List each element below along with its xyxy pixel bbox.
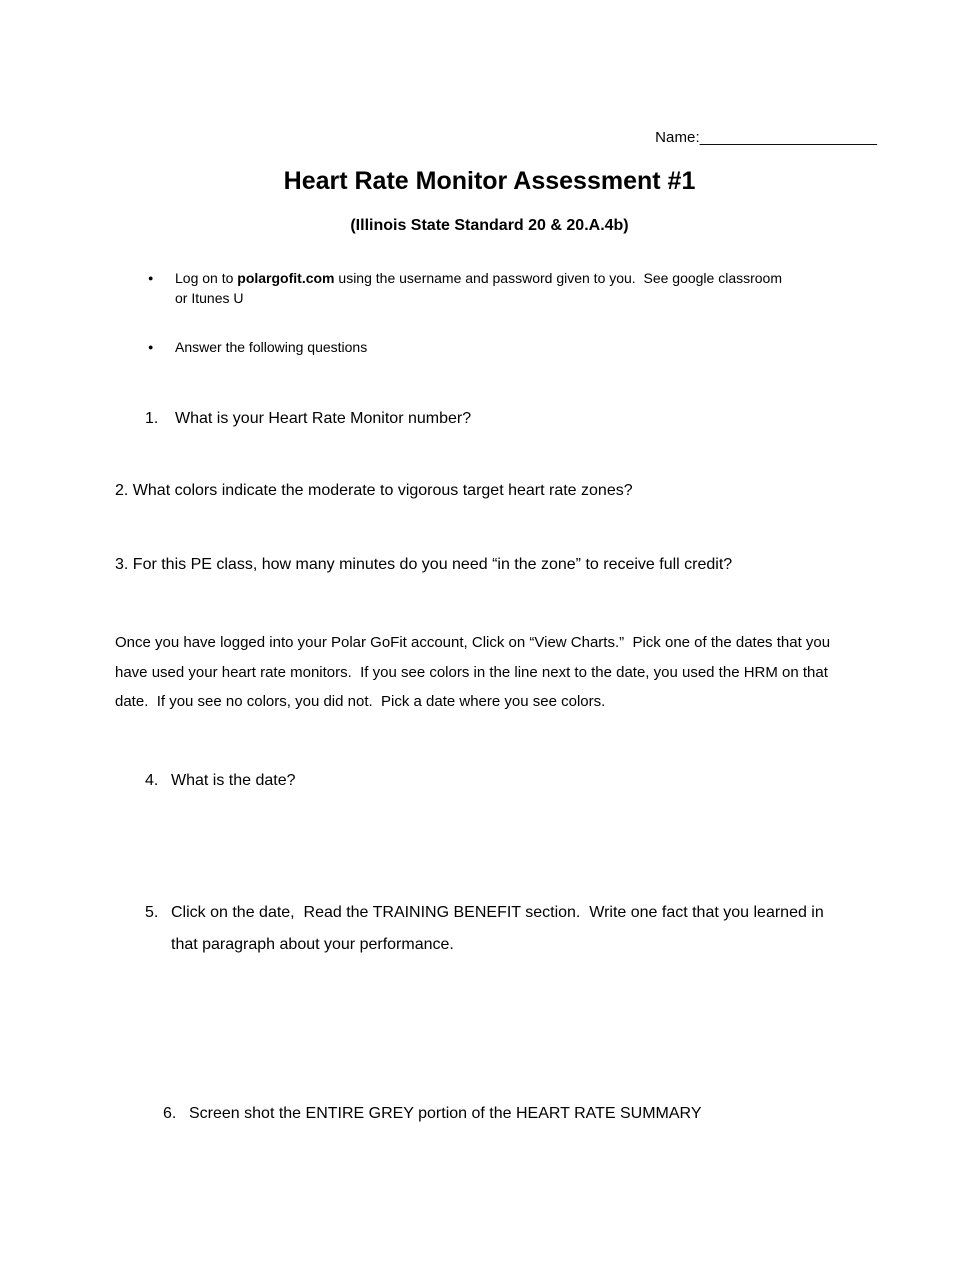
page-subtitle: (Illinois State Standard 20 & 20.A.4b) bbox=[350, 217, 629, 234]
instruction-text: Answer the following questions bbox=[175, 339, 368, 355]
name-field bbox=[638, 112, 877, 163]
question-4-text: What is the date? bbox=[171, 772, 296, 789]
name-label: Name:_____________________ bbox=[655, 129, 878, 146]
page-title: Heart Rate Monitor Assessment #1 bbox=[283, 167, 696, 195]
question-5 bbox=[145, 897, 829, 960]
instruction-text-pre: Log on to bbox=[175, 270, 238, 286]
question-1-text: What is your Heart Rate Monitor number? bbox=[175, 410, 472, 427]
instruction-list-item bbox=[148, 268, 797, 308]
question-6 bbox=[163, 1103, 702, 1125]
bullet-icon: ● bbox=[148, 342, 154, 352]
instruction-text-post: using the username and password given to you. See google classroom or Itunes U bbox=[175, 270, 786, 306]
question-5-text: Click on the date, Read the TRAINING BENEFIT section. Write one fact that you learned in that paragraph about your performance. bbox=[171, 904, 829, 953]
question-2: 2. What colors indicate the moderate to vigorous target heart rate zones? bbox=[115, 482, 633, 499]
question-6-number: 6. bbox=[163, 1105, 177, 1122]
question-1 bbox=[145, 408, 471, 430]
question-6-text: Screen shot the ENTIRE GREY portion of the HEART RATE SUMMARY bbox=[189, 1105, 702, 1122]
instruction-list-item bbox=[148, 337, 797, 357]
question-5-number: 5. bbox=[145, 904, 159, 921]
question-3: 3. For this PE class, how many minutes do you need “in the zone” to receive full credit? bbox=[115, 556, 733, 573]
instruction-text bbox=[175, 268, 797, 308]
bullet-icon: ● bbox=[148, 273, 154, 283]
instructions-paragraph: Once you have logged into your Polar GoFit account, Click on “View Charts.” Pick one of the dates that you have used your heart rate monitors. If you see colors in the line next to the date, you used the HRM on that date. If you see no colors, you did not. Pick a date where you see colors. bbox=[115, 634, 835, 710]
instruction-text-bold: polargofit.com bbox=[237, 270, 335, 286]
question-4-number: 4. bbox=[145, 772, 159, 789]
question-4 bbox=[145, 770, 296, 792]
question-1-number: 1. bbox=[145, 410, 159, 427]
